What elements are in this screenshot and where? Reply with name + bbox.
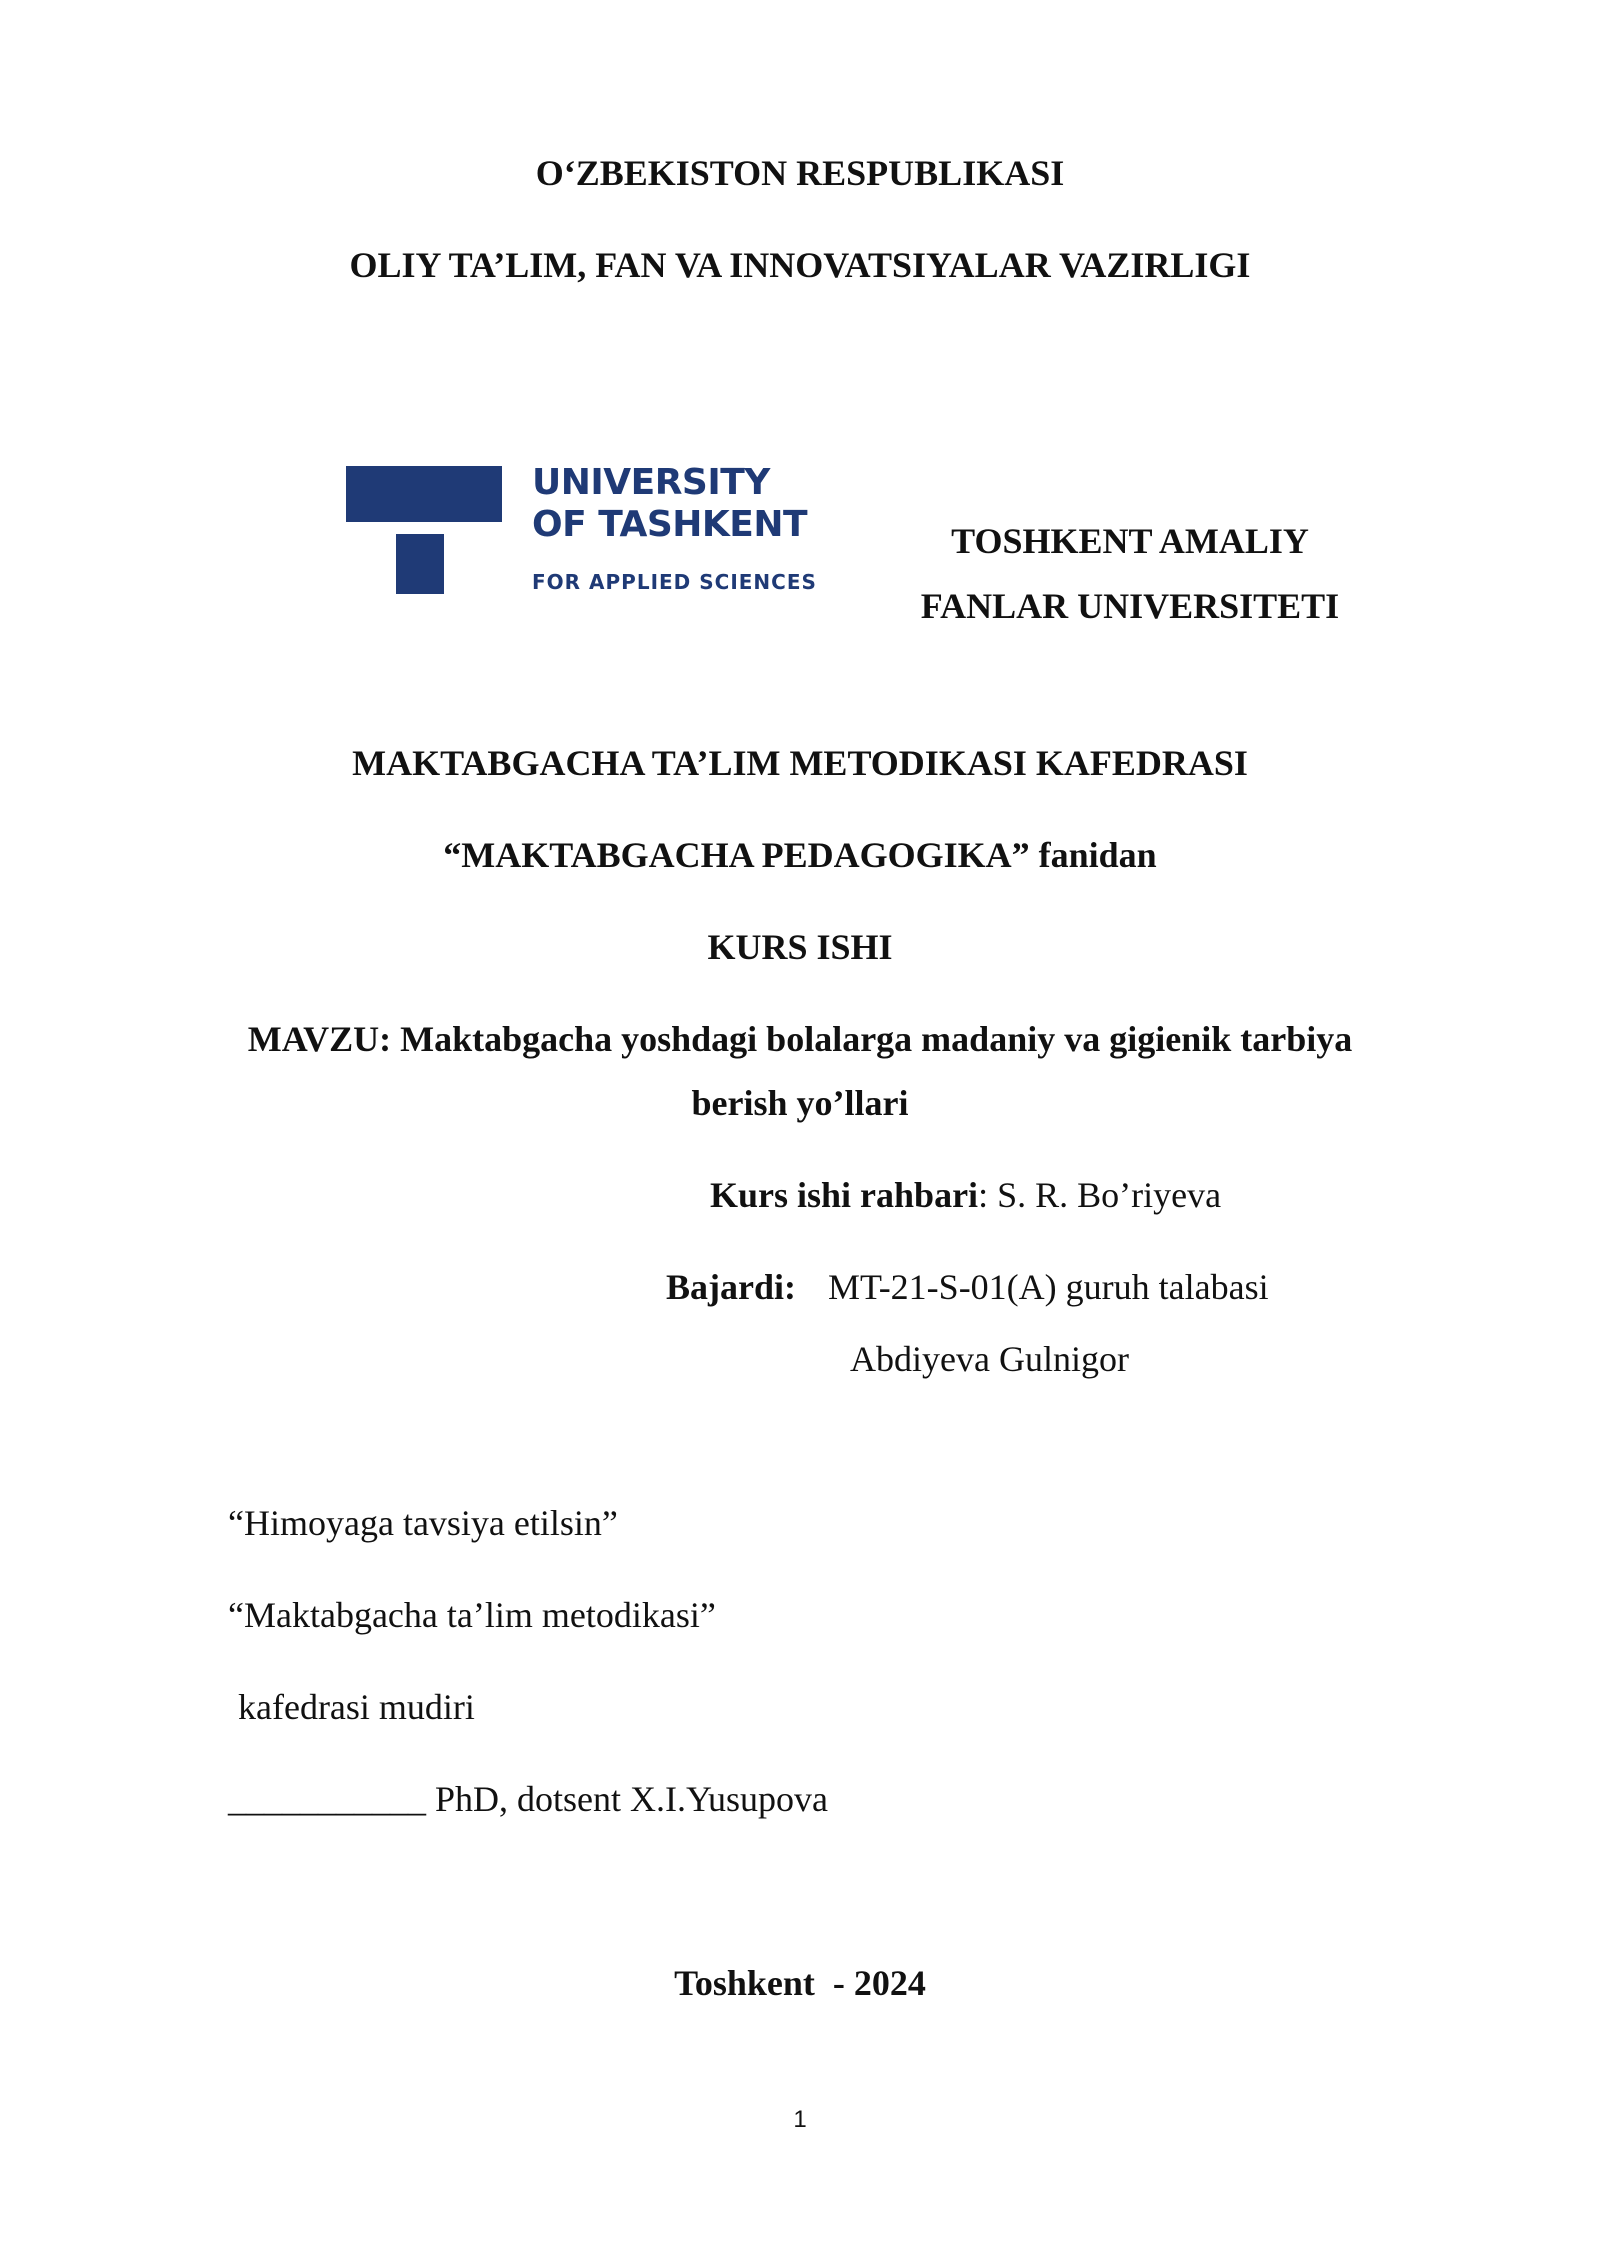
work-type: KURS ISHI (707, 927, 893, 967)
university-name-line2: FANLAR UNIVERSITETI (920, 586, 1340, 626)
logo-square-2 (396, 466, 452, 522)
university-name-line1: TOSHKENT AMALIY (951, 521, 1309, 561)
supervisor-line (710, 1174, 1221, 1216)
ministry-country-line: O‘ZBEKISTON RESPUBLIKASI (535, 153, 1065, 193)
logo-text-of-tashkent: OF TASHKENT (532, 504, 808, 545)
performer-line (666, 1266, 1269, 1308)
department-head-name: PhD, dotsent X.I.Yusupova (435, 1779, 828, 1819)
subject-line: “MAKTABGACHA PEDAGOGIKA” fanidan (443, 835, 1157, 875)
approval-department: “Maktabgacha ta’lim metodikasi” (228, 1595, 716, 1635)
topic-line2: berish yo’llari (691, 1083, 909, 1123)
logo-text-university: UNIVERSITY (532, 462, 770, 503)
topic-label: MAVZU: (247, 1019, 392, 1059)
ministry-name-line: OLIY TA’LIM, FAN VA INNOVATSIYALAR VAZIRLIGI (349, 245, 1251, 285)
topic-line1 (0, 1018, 1600, 1060)
supervisor-label: Kurs ishi rahbari (710, 1175, 979, 1215)
approval-recommendation: “Himoyaga tavsiya etilsin” (228, 1503, 618, 1543)
signature-blank: ___________ (228, 1779, 426, 1819)
approval-signature-line (228, 1778, 828, 1820)
place-year: Toshkent - 2024 (674, 1963, 926, 2003)
approval-position: kafedrasi mudiri (238, 1687, 475, 1727)
performer-label: Bajardi: (666, 1267, 796, 1307)
department-name: MAKTABGACHA TA’LIM METODIKASI KAFEDRASI (352, 743, 1248, 783)
logo-square-4 (396, 534, 444, 594)
logo-square-1 (346, 466, 402, 522)
logo-text-applied-sciences: FOR APPLIED SCIENCES (532, 570, 817, 594)
topic-text-1: Maktabgacha yoshdagi bolalarga madaniy va gigienik tarbiya (400, 1019, 1353, 1059)
performer-name: Abdiyeva Gulnigor (850, 1339, 1129, 1379)
page-number: 1 (793, 2106, 807, 2133)
performer-group: MT-21-S-01(A) guruh talabasi (828, 1267, 1269, 1307)
university-logo (346, 462, 817, 602)
logo-square-3 (446, 466, 502, 522)
supervisor-name: : S. R. Bo’riyeva (978, 1175, 1222, 1215)
